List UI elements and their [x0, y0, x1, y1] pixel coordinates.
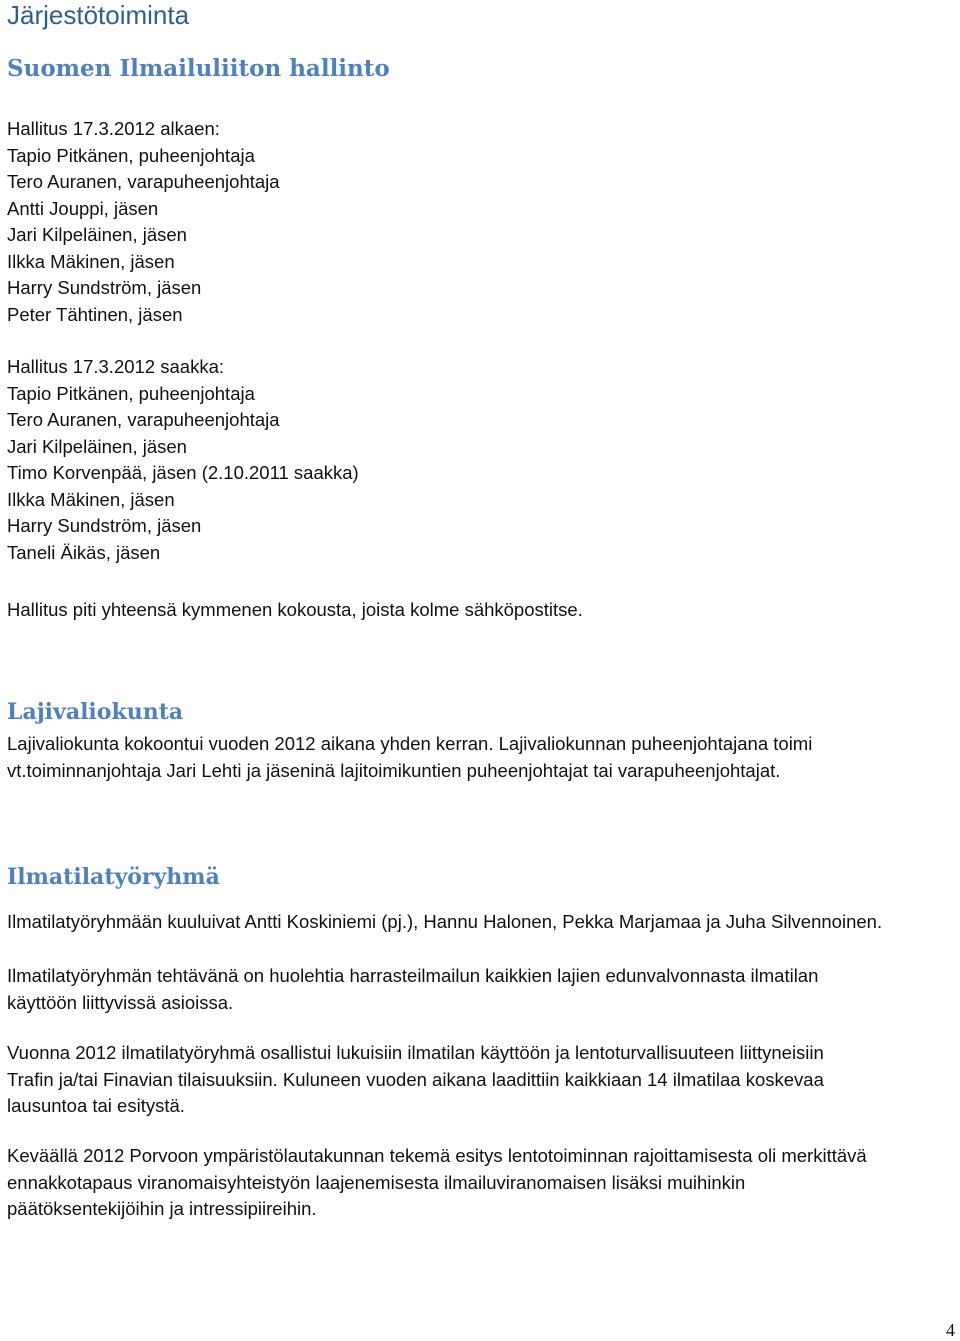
ilmatila-paragraph-3: [7, 1040, 824, 1120]
board-previous-label: Hallitus 17.3.2012 saakka:: [7, 356, 224, 377]
board-member: Tapio Pitkänen, puheenjohtaja: [7, 382, 255, 404]
paragraph-line: käyttöön liittyvissä asioissa.: [7, 991, 234, 1013]
paragraph-line: Ilmatilatyöryhmään kuuluivat Antti Koskiniemi (pj.), Hannu Halonen, Pekka Marjamaa ja Juha Silvennoinen.: [7, 911, 883, 932]
page-title: Järjestötoiminta: [7, 0, 190, 30]
board-member: Antti Jouppi, jäsen: [7, 197, 159, 219]
section-heading-ilmatila: Ilmatilatyöryhmä: [7, 864, 220, 890]
board-member: Ilkka Mäkinen, jäsen: [7, 488, 175, 510]
page-number: 4: [946, 1320, 955, 1340]
section-heading-hallinto: Suomen Ilmailuliiton hallinto: [7, 55, 390, 82]
paragraph-line: Trafin ja/tai Finavian tilaisuuksiin. Kuluneen vuoden aikana laadittiin kaikkiaan 14 ilmatilaa koskevaa: [7, 1068, 824, 1090]
board-current-block: [7, 116, 280, 328]
paragraph-line: lausuntoa tai esitystä.: [7, 1095, 185, 1116]
board-meetings-line: Hallitus piti yhteensä kymmenen kokousta, joista kolme sähköpostitse.: [7, 599, 583, 620]
board-member: Peter Tähtinen, jäsen: [7, 303, 183, 325]
board-member: Ilkka Mäkinen, jäsen: [7, 250, 175, 272]
ilmatila-paragraph-2: [7, 963, 818, 1016]
board-member: Timo Korvenpää, jäsen (2.10.2011 saakka): [7, 462, 359, 483]
board-member: Tero Auranen, varapuheenjohtaja: [7, 409, 280, 430]
paragraph-line: päätöksentekijöihin ja intressipiireihin.: [7, 1198, 317, 1219]
board-member: Tero Auranen, varapuheenjohtaja: [7, 171, 280, 192]
section-heading-lajivaliokunta: Lajivaliokunta: [7, 699, 184, 725]
board-member: Harry Sundström, jäsen: [7, 515, 202, 536]
board-meetings-text: [7, 597, 583, 624]
board-current-label: Hallitus 17.3.2012 alkaen:: [7, 118, 220, 139]
ilmatila-paragraph-4: [7, 1143, 867, 1223]
board-previous-block: [7, 354, 359, 566]
ilmatila-paragraph-1: [7, 909, 882, 936]
board-member: Jari Kilpeläinen, jäsen: [7, 435, 187, 457]
board-member: Jari Kilpeläinen, jäsen: [7, 224, 187, 245]
board-member: Tapio Pitkänen, puheenjohtaja: [7, 144, 255, 166]
lajivaliokunta-paragraph: [7, 731, 812, 784]
paragraph-line: Vuonna 2012 ilmatilatyöryhmä osallistui lukuisiin ilmatilan käyttöön ja lentoturvallisuuteen liittyneisiin: [7, 1042, 824, 1063]
paragraph-line: vt.toiminnanjohtaja Jari Lehti ja jäseninä lajitoimikuntien puheenjohtajat tai varapuheenjohtajat.: [7, 759, 781, 781]
paragraph-line: Ilmatilatyöryhmän tehtävänä on huolehtia harrasteilmailun kaikkien lajien edunvalvonnasta ilmatilan: [7, 965, 819, 986]
paragraph-line: Lajivaliokunta kokoontui vuoden 2012 aikana yhden kerran. Lajivaliokunnan puheenjohtajana toimi: [7, 733, 813, 754]
board-member: Taneli Äikäs, jäsen: [7, 541, 161, 563]
paragraph-line: Keväällä 2012 Porvoon ympäristölautakunnan tekemä esitys lentotoiminnan rajoittamisesta oli merkittävä: [7, 1145, 867, 1166]
board-member: Harry Sundström, jäsen: [7, 277, 202, 298]
paragraph-line: ennakkotapaus viranomaisyhteistyön laajenemisesta ilmailuviranomaisen lisäksi muihinkin: [7, 1171, 746, 1193]
